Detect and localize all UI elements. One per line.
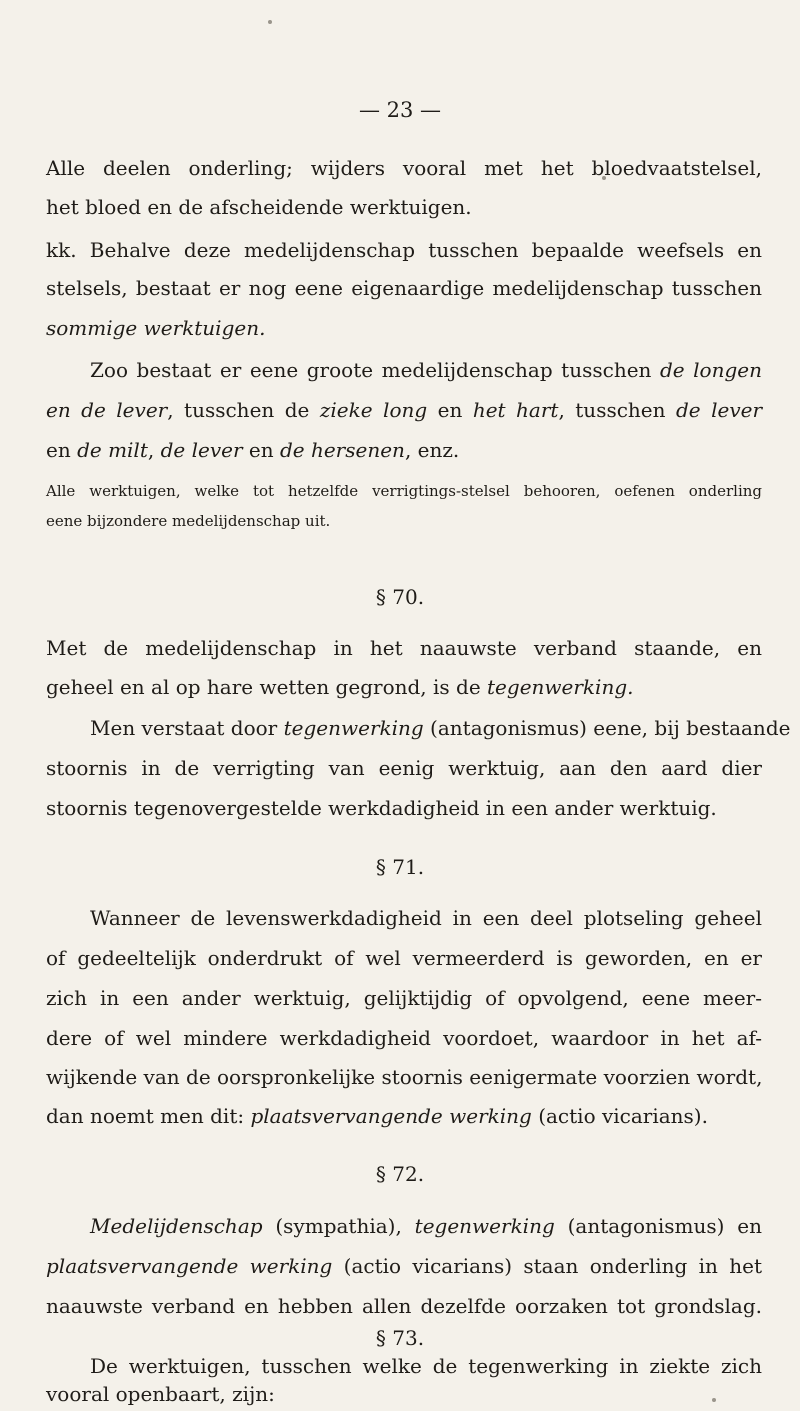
text-line	[90, 714, 791, 742]
emphasis: het hart	[472, 398, 559, 422]
text-span: Zoo bestaat er eene groote medelijdenschap tusschen	[90, 358, 660, 382]
text-line: het bloed en de afscheidende werktuigen.	[46, 195, 472, 219]
text-span: en	[427, 398, 473, 422]
text-line	[46, 396, 762, 424]
text-line: of gedeeltelijk onderdrukt of wel vermeerderd is geworden, en er	[46, 946, 762, 970]
text-line: vooral openbaart, zijn:	[46, 1382, 275, 1406]
text-span: (actio vicarians) staan onderling in het	[332, 1254, 762, 1278]
text-line: dere of wel mindere werkdadigheid voordoet, waardoor in het af-	[46, 1026, 762, 1050]
text-line	[46, 436, 762, 464]
emphasis: plaatsvervangende werking	[250, 1104, 532, 1128]
text-line: kk. Behalve deze medelijdenschap tusschen bepaalde weefsels en	[46, 238, 762, 262]
emphasis: zieke long	[319, 398, 428, 422]
emphasis: tegenwerking	[414, 1214, 555, 1238]
text-line: stoornis tegenovergestelde werkdadigheid in een ander werktuig.	[46, 796, 717, 820]
section-heading: § 73.	[375, 1326, 425, 1350]
emphasis: de milt	[77, 438, 148, 462]
text-span: ,	[147, 438, 161, 462]
emphasis: Medelijdenschap	[90, 1214, 263, 1238]
text-line: zich in een ander werktuig, gelijktijdig of opvolgend, eene meer-	[46, 986, 762, 1010]
emphasis: de lever	[160, 438, 243, 462]
text-span: (antagonismus) eene, bij bestaande	[423, 716, 791, 740]
text-span: , tusschen	[558, 398, 676, 422]
emphasis: sommige werktuigen.	[46, 316, 266, 340]
emphasis: de hersenen	[279, 438, 405, 462]
footnote-line: Alle werktuigen, welke tot hetzelfde verrigtings-stelsel behooren, oefenen onderling	[46, 482, 762, 500]
text-span: geheel en al op hare wetten gegrond, is de	[46, 675, 488, 699]
text-line	[90, 356, 762, 384]
text-line: naauwste verband en hebben allen dezelfde oorzaken tot grondslag.	[46, 1294, 762, 1318]
page-number: — 23 —	[358, 98, 442, 122]
section-heading: § 72.	[375, 1162, 425, 1186]
emphasis: tegenwerking	[283, 716, 424, 740]
section-heading: § 70.	[375, 585, 425, 609]
emphasis: de lever	[675, 398, 763, 422]
text-span: , enz.	[404, 438, 460, 462]
emphasis: de longen	[659, 358, 762, 382]
footnote-line: eene bijzondere medelijdenschap uit.	[46, 512, 331, 530]
text-line: Met de medelijdenschap in het naauwste verband staande, en	[46, 636, 762, 660]
text-span: en	[242, 438, 280, 462]
text-line: stelsels, bestaat er nog eene eigenaardige medelijdenschap tusschen	[46, 276, 762, 300]
text-line	[46, 1102, 762, 1130]
emphasis: en de lever	[46, 398, 168, 422]
emphasis: plaatsvervangende werking	[46, 1254, 333, 1278]
text-line	[46, 673, 762, 701]
text-line	[46, 1252, 762, 1280]
text-line: De werktuigen, tusschen welke de tegenwerking in ziekte zich	[90, 1354, 762, 1378]
text-line: Alle deelen onderling; wijders vooral met het bloedvaatstelsel,	[46, 156, 762, 180]
emphasis: tegenwerking.	[487, 675, 634, 699]
paper-speck	[268, 20, 272, 24]
text-span: (actio vicarians).	[531, 1104, 708, 1128]
text-line	[90, 1212, 762, 1240]
text-span: Men verstaat door	[90, 716, 284, 740]
section-heading: § 71.	[375, 855, 425, 879]
text-span: (antagonismus) en	[554, 1214, 762, 1238]
text-line: stoornis in de verrigting van eenig werktuig, aan den aard dier	[46, 756, 762, 780]
text-line	[46, 314, 762, 342]
text-span: en	[46, 438, 78, 462]
text-span: , tusschen de	[167, 398, 320, 422]
text-line: wijkende van de oorspronkelijke stoornis eenigermate voorzien wordt,	[46, 1065, 763, 1089]
text-span: (sympathia),	[262, 1214, 415, 1238]
text-line: Wanneer de levenswerkdadigheid in een deel plotseling geheel	[90, 906, 762, 930]
text-span: dan noemt men dit:	[46, 1104, 251, 1128]
